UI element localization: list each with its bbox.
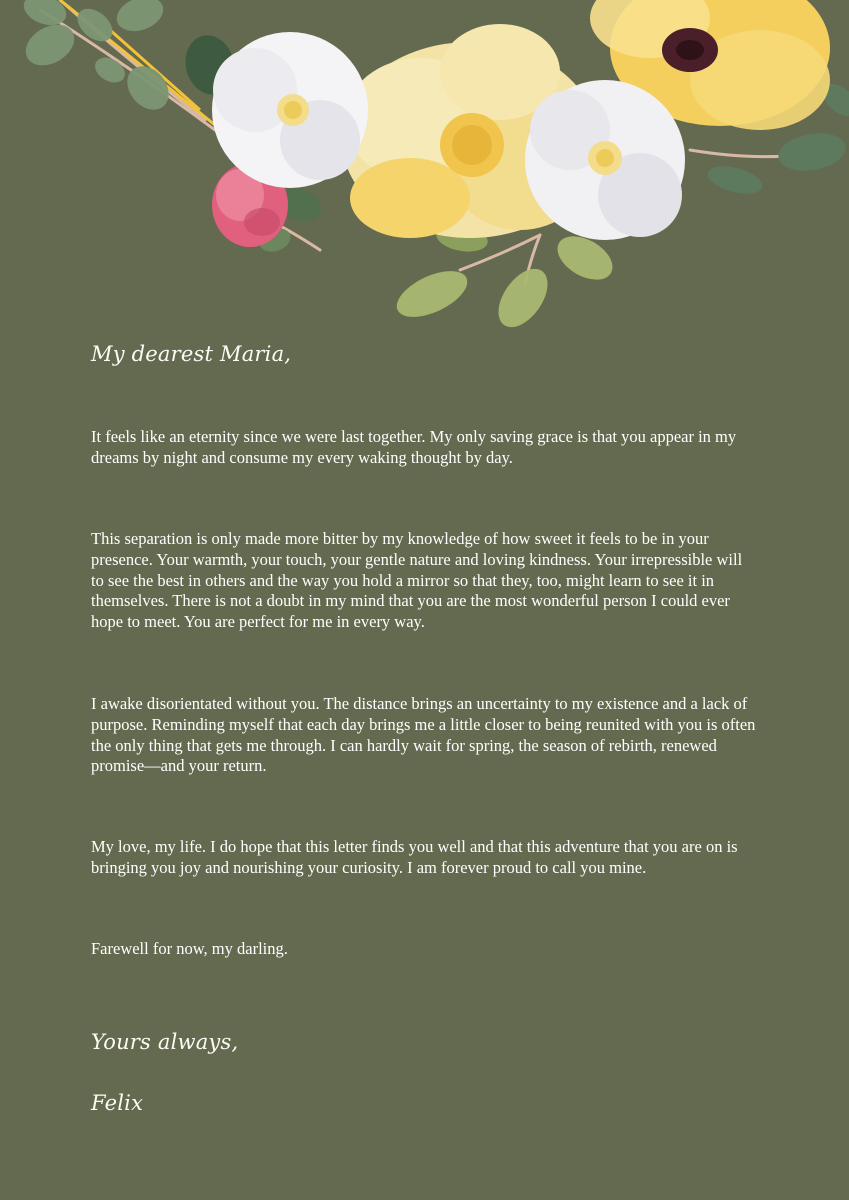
letter-paragraph: I awake disorientated without you. The distance brings an uncertainty to my existence and a lack of purpose. Reminding myself that each day brings me a little closer to being reunited with you is often the only thing that gets me through. I can hardly wait for spring, the season of rebirth, renewed promise—and your return. xyxy=(91,694,756,776)
letter-paragraph: This separation is only made more bitter by my knowledge of how sweet it feels to be in your presence. Your warmth, your touch, your gentle nature and loving kindness. Your irrepressible will to see the best in others and the way you hold a mirror so that they, too, might learn to see it in themselves. There is not a doubt in my mind that you are the most wonderful person I could ever hope to meet. You are perfect for me in every way. xyxy=(91,529,743,632)
letter-farewell: Farewell for now, my darling. xyxy=(91,939,288,958)
letter-greeting: My dearest Maria, xyxy=(91,342,292,366)
letter-paragraph: It feels like an eternity since we were last together. My only saving grace is that you appear in my dreams by night and consume my every waking thought by day. xyxy=(91,427,737,467)
letter-signature: Felix xyxy=(91,1091,144,1115)
floral-bouquet-illustration xyxy=(0,0,849,330)
letter-paragraph: My love, my life. I do hope that this letter finds you well and that this adventure that you are on is bringing you joy and nourishing your curiosity. I am forever proud to call you mine. xyxy=(91,837,738,877)
letter-closing: Yours always, xyxy=(91,1030,239,1054)
